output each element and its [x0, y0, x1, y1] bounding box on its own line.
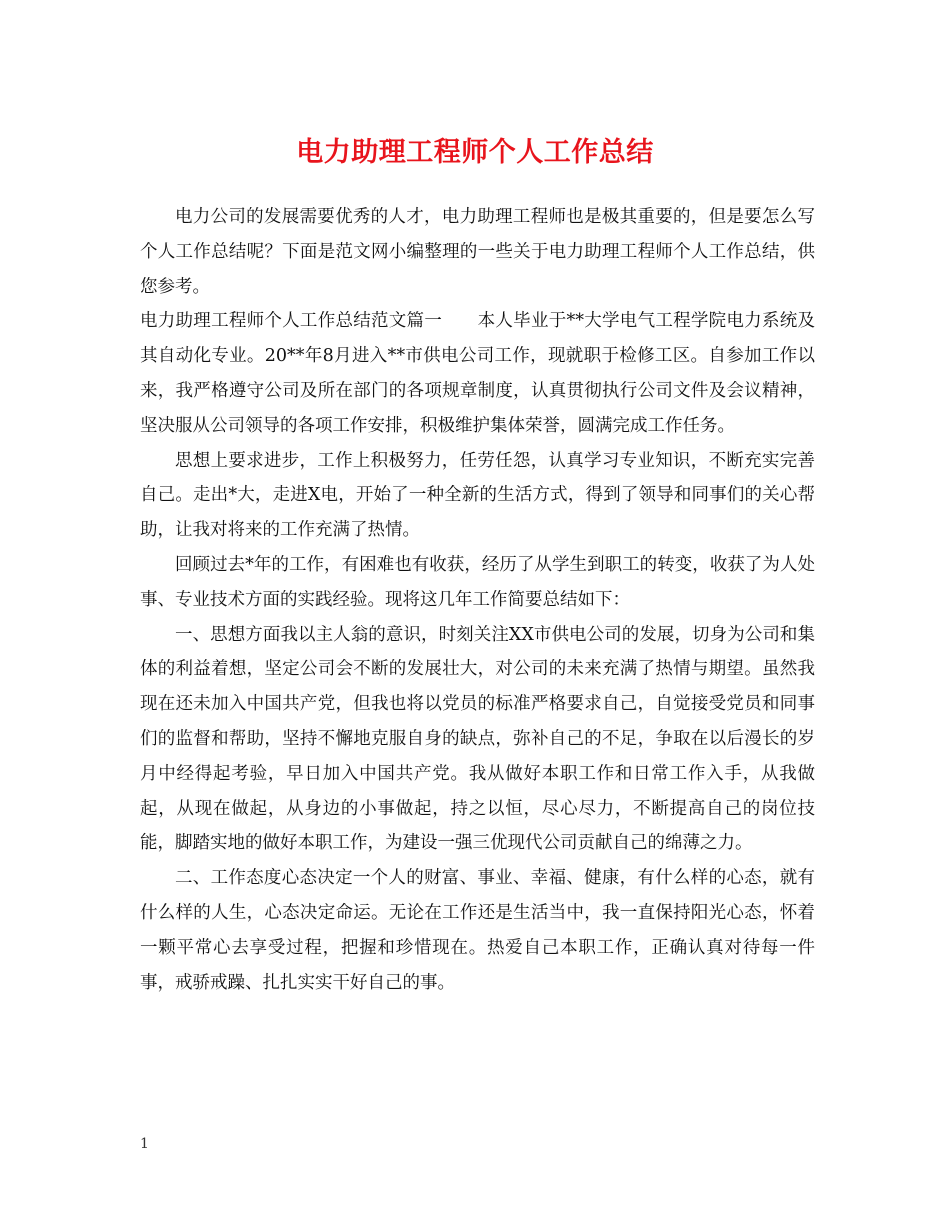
paragraph-review: 回顾过去*年的工作，有困难也有收获，经历了从学生到职工的转变，收获了为人处事、专业技术方面的实践经验。现将这几年工作简要总结如下：: [140, 554, 815, 610]
document-title: 电力助理工程师个人工作总结: [296, 137, 654, 168]
paragraph-section-two: 二、工作态度心态决定一个人的财富、事业、幸福、健康，有什么样的心态，就有什么样的人生，心态决定命运。无论在工作还是生活当中，我一直保持阳光心态，怀着一颗平常心去享受过程，把握和珍惜现在。热爱自己本职工作，正确认真对待每一件事，戒骄戒躁、扎扎实实干好自己的事。: [140, 868, 815, 993]
page-number: 1: [140, 1136, 149, 1152]
paragraph-intro: 电力公司的发展需要优秀的人才，电力助理工程师也是极其重要的，但是要怎么写个人工作总结呢？下面是范文网小编整理的一些关于电力助理工程师个人工作总结，供您参考。: [140, 207, 815, 297]
paragraph-thinking: 思想上要求进步，工作上积极努力，任劳任怨，认真学习专业知识，不断充实完善自己。走出*大，走进X电，开始了一种全新的生活方式，得到了领导和同事们的关心帮助，让我对将来的工作充满了热情。: [140, 450, 815, 541]
document-body: [140, 200, 815, 1000]
paragraph-sample-one: 电力助理工程师个人工作总结范文篇一 本人毕业于**大学电气工程学院电力系统及其自动化专业。20**年8月进入**市供电公司工作，现就职于检修工区。自参加工作以来，我严格遵守公司及所在部门的各项规章制度，认真贯彻执行公司文件及会议精神，坚决服从公司领导的各项工作安排，积极维护集体荣誉，圆满完成工作任务。: [140, 311, 815, 436]
paragraph-section-one: 一、思想方面我以主人翁的意识，时刻关注XX市供电公司的发展，切身为公司和集体的利益着想，坚定公司会不断的发展壮大，对公司的未来充满了热情与期望。虽然我现在还未加入中国共产党，但我也将以党员的标准严格要求自己，自觉接受党员和同事们的监督和帮助，坚持不懈地克服自身的缺点，弥补自己的不足，争取在以后漫长的岁月中经得起考验，早日加入中国共产党。我从做好本职工作和日常工作入手，从我做起，从现在做起，从身边的小事做起，持之以恒，尽心尽力，不断提高自己的岗位技能，脚踏实地的做好本职工作，为建设一强三优现代公司贡献自己的绵薄之力。: [140, 624, 815, 854]
